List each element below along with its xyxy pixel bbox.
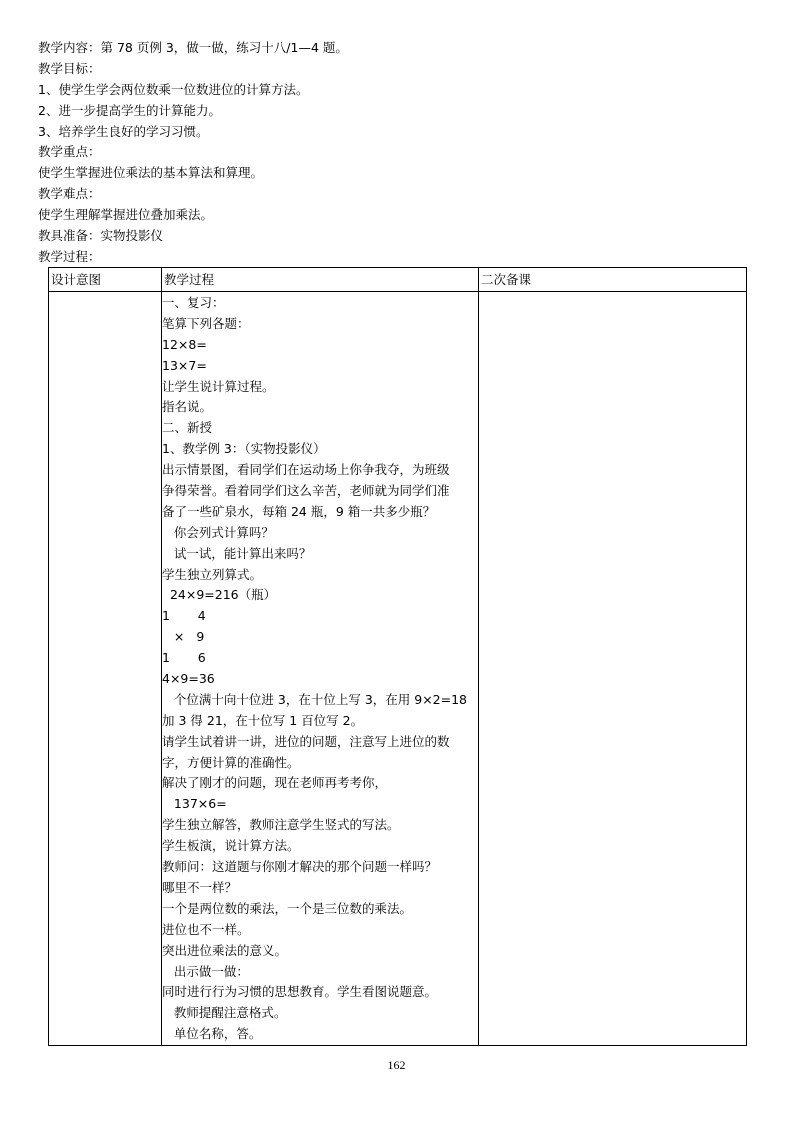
page-number: 162 bbox=[387, 1058, 406, 1072]
process-line: 137×6= bbox=[162, 796, 227, 812]
intro-key-heading: 教学重点： bbox=[38, 144, 101, 160]
intro-difficulty-text: 使学生理解掌握进位叠加乘法。 bbox=[38, 207, 214, 223]
process-line: 你会列式计算吗？ bbox=[162, 524, 274, 540]
table-header-row bbox=[49, 268, 747, 292]
process-line: 教师提醒注意格式。 bbox=[162, 1005, 287, 1021]
process-line: 4×9=36 bbox=[162, 671, 215, 687]
process-line: 争得荣誉。看着同学们这么辛苦，老师就为同学们准 bbox=[162, 483, 450, 499]
process-line: 让学生说计算过程。 bbox=[162, 378, 275, 394]
process-line: 二、新授 bbox=[162, 420, 213, 436]
header-second-preparation: 二次备课 bbox=[479, 268, 747, 292]
process-line: 学生独立解答，教师注意学生竖式的写法。 bbox=[162, 817, 400, 833]
intro-goal-1: 1、使学生学会两位数乘一位数进位的计算方法。 bbox=[38, 81, 309, 97]
process-line: 备了一些矿泉水，每箱 24 瓶，9 箱一共多少瓶？ bbox=[162, 503, 436, 519]
process-line: 进位也不一样。 bbox=[162, 921, 250, 937]
process-line: 学生板演，说计算方法。 bbox=[162, 838, 300, 854]
intro-content: 教学内容：第 78 页例 3，做一做，练习十八/1—4 题。 bbox=[38, 40, 348, 55]
process-line: 出示做一做： bbox=[162, 963, 249, 979]
process-line: 学生独立列算式。 bbox=[162, 566, 263, 582]
process-line: 单位名称，答。 bbox=[162, 1026, 262, 1042]
process-line: 一个是两位数的乘法，一个是三位数的乘法。 bbox=[162, 900, 413, 916]
table-body-row bbox=[49, 292, 747, 1046]
header-teaching-process: 教学过程 bbox=[162, 268, 479, 292]
process-line: 解决了刚才的问题，现在老师再考考你， bbox=[162, 775, 388, 791]
teaching-process-cell bbox=[162, 292, 479, 1046]
intro-tools: 教具准备：实物投影仪 bbox=[38, 228, 164, 244]
process-line: 字，方便计算的准确性。 bbox=[162, 754, 300, 770]
process-line: 1 4 bbox=[162, 608, 206, 624]
intro-goal-2: 2、进一步提高学生的计算能力。 bbox=[38, 102, 221, 118]
process-line: 1 6 bbox=[162, 650, 206, 666]
process-lines bbox=[162, 292, 478, 1045]
intro-goals-heading: 教学目标： bbox=[38, 60, 101, 76]
process-line: 一、复习： bbox=[162, 295, 225, 310]
header-design-intent: 设计意图 bbox=[49, 268, 162, 292]
process-line: × 9 bbox=[162, 629, 205, 645]
intro-goal-3: 3、培养学生良好的学习习惯。 bbox=[38, 123, 209, 139]
process-line: 哪里不一样？ bbox=[162, 879, 238, 895]
process-line: 出示情景图，看同学们在运动场上你争我夺，为班级 bbox=[162, 462, 450, 478]
process-line: 个位满十向十位进 3，在十位上写 3，在用 9×2=18 bbox=[162, 691, 468, 707]
process-line: 加 3 得 21，在十位写 1 百位写 2。 bbox=[162, 712, 364, 728]
intro-key-text: 使学生掌握进位乘法的基本算法和算理。 bbox=[38, 165, 264, 181]
process-line: 12×8= bbox=[162, 336, 207, 352]
intro-difficulty-heading: 教学难点： bbox=[38, 186, 101, 202]
process-line: 笔算下列各题： bbox=[162, 315, 250, 331]
lesson-plan-table bbox=[48, 267, 747, 1046]
process-line: 1、教学例 3：（实物投影仪） bbox=[162, 441, 326, 457]
process-line: 指名说。 bbox=[162, 399, 213, 415]
lesson-intro bbox=[38, 38, 758, 268]
process-line: 24×9=216（瓶） bbox=[162, 587, 277, 603]
process-line: 试一试，能计算出来吗？ bbox=[162, 545, 312, 561]
intro-process-heading: 教学过程： bbox=[38, 248, 101, 264]
process-line: 同时进行行为习惯的思想教育。学生看图说题意。 bbox=[162, 984, 438, 1000]
process-line: 13×7= bbox=[162, 357, 207, 373]
design-intent-cell bbox=[49, 292, 162, 1046]
second-preparation-cell bbox=[479, 292, 747, 1046]
process-line: 请学生试着讲一讲，进位的问题，注意写上进位的数 bbox=[162, 733, 450, 749]
process-line: 教师问：这道题与你刚才解决的那个问题一样吗？ bbox=[162, 859, 438, 875]
process-line: 突出进位乘法的意义。 bbox=[162, 942, 288, 958]
